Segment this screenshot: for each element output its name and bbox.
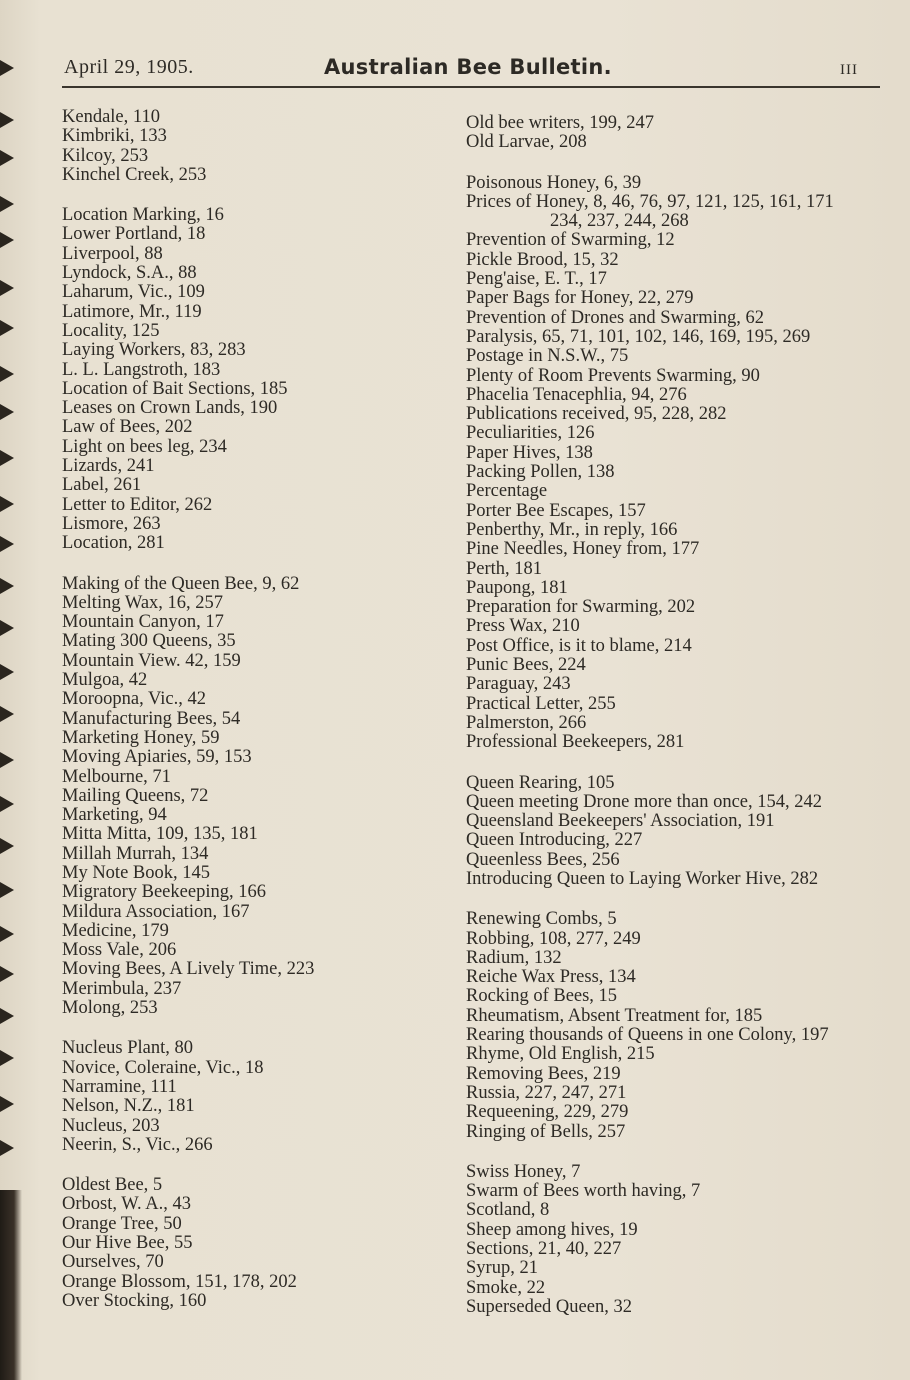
index-entry: Marketing, 94 <box>62 805 167 826</box>
index-entry: Nucleus, 203 <box>62 1115 160 1136</box>
index-entry: Sections, 21, 40, 227 <box>466 1239 622 1260</box>
index-entry: Location Marking, 16 <box>62 205 224 226</box>
index-column-left <box>62 108 432 1332</box>
index-entry: Moss Vale, 206 <box>62 940 177 961</box>
index-entry: Percentage <box>466 481 548 502</box>
index-entry: Porter Bee Escapes, 157 <box>466 500 646 521</box>
index-entry: Mildura Association, 167 <box>62 901 250 922</box>
header-rule <box>62 86 880 88</box>
index-entry: Queen meeting Drone more than once, 154, 242 <box>466 791 823 812</box>
page-number: III <box>840 62 858 78</box>
index-entry: Pickle Brood, 15, 32 <box>466 249 619 270</box>
index-entry: Orange Tree, 50 <box>62 1213 182 1234</box>
index-entry: Moving Apiaries, 59, 153 <box>62 747 252 768</box>
index-entry: Orange Blossom, 151, 178, 202 <box>62 1271 297 1292</box>
index-entry: Kilcoy, 253 <box>62 145 149 166</box>
index-entry: Nelson, N.Z., 181 <box>62 1096 195 1117</box>
index-entry: Prevention of Swarming, 12 <box>466 230 675 251</box>
index-entry: Poisonous Honey, 6, 39 <box>466 172 642 193</box>
index-entry: Narramine, 111 <box>62 1076 177 1097</box>
index-entry: Kinchel Creek, 253 <box>62 164 207 185</box>
index-entry: Packing Pollen, 138 <box>466 462 615 483</box>
index-entry: Medicine, 179 <box>62 920 169 941</box>
index-entry: Publications received, 95, 228, 282 <box>466 404 727 425</box>
index-entry: Letter to Editor, 262 <box>62 494 213 515</box>
index-entry: Preparation for Swarming, 202 <box>466 597 696 618</box>
index-entry: Punic Bees, 224 <box>466 655 586 676</box>
index-entry: Melting Wax, 16, 257 <box>62 592 224 613</box>
index-entry: Prices of Honey, 8, 46, 76, 97, 121, 125, 161, 171 <box>466 191 834 212</box>
index-entry: Introducing Queen to Laying Worker Hive, 282 <box>466 868 819 889</box>
index-entry: Laharum, Vic., 109 <box>62 282 205 303</box>
issue-date: April 29, 1905. <box>64 56 194 78</box>
index-entry: Marketing Honey, 59 <box>62 727 220 748</box>
index-entry: Press Wax, 210 <box>466 616 580 637</box>
index-entry: Rocking of Bees, 15 <box>466 986 618 1007</box>
index-entry: Merimbula, 237 <box>62 978 182 999</box>
index-entry: Old bee writers, 199, 247 <box>466 113 655 133</box>
index-group <box>466 910 886 1142</box>
index-entry: Over Stocking, 160 <box>62 1290 207 1311</box>
index-entry: Old Larvae, 208 <box>466 132 587 153</box>
index-group <box>466 174 886 753</box>
index-entry: Professional Beekeepers, 281 <box>466 732 685 753</box>
index-entry: Perth, 181 <box>466 558 543 579</box>
index-entry: Location of Bait Sections, 185 <box>62 378 288 399</box>
index-entry: Renewing Combs, 5 <box>466 909 617 930</box>
index-entry: Manufacturing Bees, 54 <box>62 708 241 729</box>
index-entry: Mountain Canyon, 17 <box>62 612 224 633</box>
index-entry: Paper Hives, 138 <box>466 442 593 463</box>
page-header <box>62 56 880 88</box>
index-entry: Moving Bees, A Lively Time, 223 <box>62 959 315 980</box>
torn-edge <box>0 1190 22 1380</box>
index-entry: Scotland, 8 <box>466 1200 550 1221</box>
index-entry: Syrup, 21 <box>466 1258 538 1279</box>
index-group <box>62 108 432 185</box>
index-entry: Postage in N.S.W., 75 <box>466 346 629 367</box>
index-entry: Melbourne, 71 <box>62 766 171 787</box>
index-entry: Liverpool, 88 <box>62 243 163 264</box>
index-entry: Leases on Crown Lands, 190 <box>62 398 278 419</box>
index-entry: Penberthy, Mr., in reply, 166 <box>466 519 678 540</box>
index-entry: Removing Bees, 219 <box>466 1063 621 1084</box>
index-entry: Plenty of Room Prevents Swarming, 90 <box>466 365 760 386</box>
index-entry: Oldest Bee, 5 <box>62 1175 163 1196</box>
index-entry: Ringing of Bells, 257 <box>466 1121 626 1142</box>
index-entry: Rearing thousands of Queens in one Colony, 197 <box>466 1025 829 1046</box>
index-group <box>466 1163 886 1317</box>
index-entry: Radium, 132 <box>466 947 562 968</box>
index-entry: Lizards, 241 <box>62 456 155 477</box>
index-entry: Paraguay, 243 <box>466 674 571 695</box>
index-entry: Nucleus Plant, 80 <box>62 1038 194 1059</box>
index-entry: Palmerston, 266 <box>466 712 587 733</box>
index-entry: Kimbriki, 133 <box>62 126 167 147</box>
index-entry: Rheumatism, Absent Treatment for, 185 <box>466 1005 763 1026</box>
index-entry: Smoke, 22 <box>466 1277 546 1298</box>
index-group <box>62 1039 432 1155</box>
index-entry: Post Office, is it to blame, 214 <box>466 635 692 656</box>
index-entry: Lyndock, S.A., 88 <box>62 263 197 284</box>
index-entry: Latimore, Mr., 119 <box>62 301 202 322</box>
index-group <box>466 114 886 153</box>
index-entry: Mountain View. 42, 159 <box>62 650 241 671</box>
index-entry: Lower Portland, 18 <box>62 224 206 245</box>
index-entry: Russia, 227, 247, 271 <box>466 1082 627 1103</box>
index-entry: Swiss Honey, 7 <box>466 1161 581 1182</box>
index-entry: Location, 281 <box>62 533 165 554</box>
index-entry: Molong, 253 <box>62 998 158 1019</box>
index-entry: Prevention of Drones and Swarming, 62 <box>466 307 765 328</box>
index-group <box>466 774 886 890</box>
index-entry: Making of the Queen Bee, 9, 62 <box>62 573 300 594</box>
index-entry: Superseded Queen, 32 <box>466 1296 632 1317</box>
index-group <box>62 575 432 1019</box>
index-entry: Phacelia Tenacephlia, 94, 276 <box>466 384 687 405</box>
index-entry: Queenless Bees, 256 <box>466 849 620 870</box>
index-entry: Practical Letter, 255 <box>466 693 616 714</box>
index-entry: Kendale, 110 <box>62 107 160 127</box>
index-entry: Requeening, 229, 279 <box>466 1102 629 1123</box>
publication-title: Australian Bee Bulletin. <box>324 55 612 79</box>
index-entry: L. L. Langstroth, 183 <box>62 359 221 380</box>
index-entry: Ourselves, 70 <box>62 1252 164 1273</box>
index-entry: Orbost, W. A., 43 <box>62 1194 192 1215</box>
index-entry: Reiche Wax Press, 134 <box>466 967 636 988</box>
index-entry: Robbing, 108, 277, 249 <box>466 928 641 949</box>
index-entry: Queen Rearing, 105 <box>466 772 615 793</box>
index-entry: Mitta Mitta, 109, 135, 181 <box>62 824 258 845</box>
index-column-right <box>466 114 886 1338</box>
index-entry: Laying Workers, 83, 283 <box>62 340 246 361</box>
index-entry: Peculiarities, 126 <box>466 423 595 444</box>
index-entry: Paralysis, 65, 71, 101, 102, 146, 169, 195, 269 <box>466 326 811 347</box>
index-entry: Peng'aise, E. T., 17 <box>466 269 607 290</box>
index-entry: Our Hive Bee, 55 <box>62 1233 193 1254</box>
index-entry: Neerin, S., Vic., 266 <box>62 1134 213 1155</box>
index-entry: Queen Introducing, 227 <box>466 830 643 851</box>
index-entry: Lismore, 263 <box>62 513 161 534</box>
index-entry: Migratory Beekeeping, 166 <box>62 882 266 903</box>
index-entry: Locality, 125 <box>62 320 160 341</box>
index-entry: Millah Murrah, 134 <box>62 843 209 864</box>
index-entry: Queensland Beekeepers' Association, 191 <box>466 811 775 832</box>
index-entry: 234, 237, 244, 268 <box>550 211 689 232</box>
index-entry: Swarm of Bees worth having, 7 <box>466 1181 701 1202</box>
index-entry: Novice, Coleraine, Vic., 18 <box>62 1057 264 1078</box>
index-entry: Mulgoa, 42 <box>62 670 148 691</box>
index-entry: Mailing Queens, 72 <box>62 785 209 806</box>
index-entry: Law of Bees, 202 <box>62 417 193 438</box>
index-entry: Light on bees leg, 234 <box>62 436 227 457</box>
index-entry: Sheep among hives, 19 <box>466 1219 638 1240</box>
index-group <box>62 1176 432 1311</box>
index-entry: Paper Bags for Honey, 22, 279 <box>466 288 694 309</box>
index-entry: Pine Needles, Honey from, 177 <box>466 539 700 560</box>
index-entry: My Note Book, 145 <box>62 862 210 883</box>
binding-edge <box>0 0 26 1380</box>
index-entry: Mating 300 Queens, 35 <box>62 631 236 652</box>
index-entry: Paupong, 181 <box>466 577 568 598</box>
index-group <box>62 206 432 553</box>
index-entry: Rhyme, Old English, 215 <box>466 1044 655 1065</box>
index-entry: Label, 261 <box>62 475 142 496</box>
index-entry: Moroopna, Vic., 42 <box>62 689 206 710</box>
